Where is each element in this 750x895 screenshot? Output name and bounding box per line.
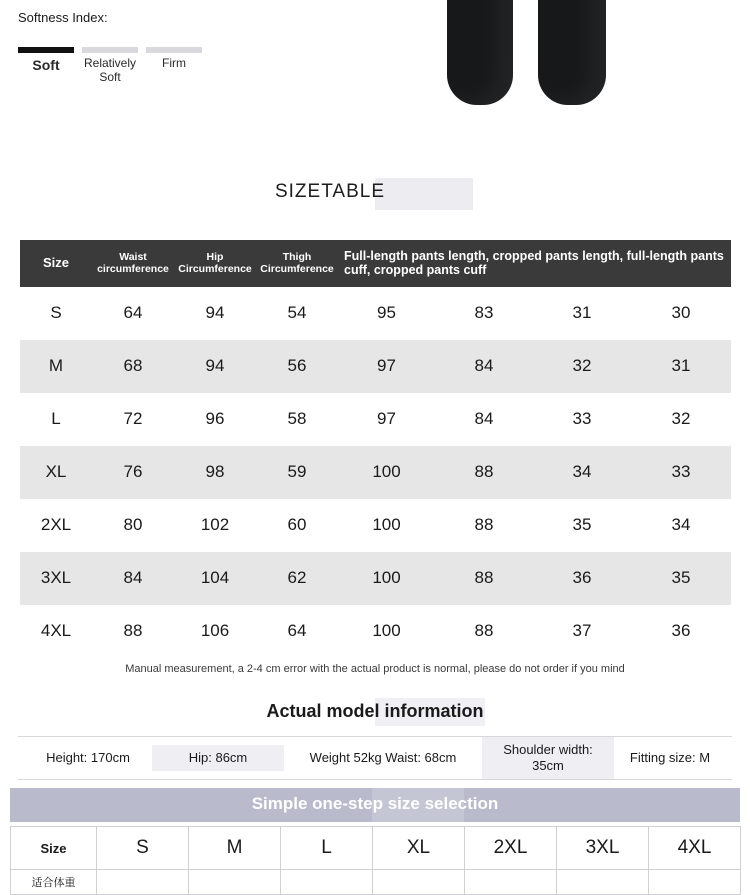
cell-thigh: 60 — [256, 499, 338, 552]
size-table — [20, 240, 731, 658]
cell-cropped-length: 84 — [435, 340, 533, 393]
cell-hip: 94 — [174, 287, 256, 340]
model-info-shoulder: Shoulder width: 35cm — [488, 742, 608, 773]
cell-waist: 84 — [92, 552, 174, 605]
softness-level-firm — [146, 47, 202, 85]
cell-full-length: 100 — [338, 605, 435, 658]
cell-cropped-length: 88 — [435, 446, 533, 499]
cell-cropped-cuff: 34 — [631, 499, 731, 552]
cell-size: 3XL — [20, 552, 92, 605]
cell-cropped-cuff: 30 — [631, 287, 731, 340]
model-info-fitting-size: Fitting size: M — [629, 750, 711, 766]
cell-waist: 72 — [92, 393, 174, 446]
cell-cropped-cuff: 31 — [631, 340, 731, 393]
model-info-weight-waist: Weight 52kg Waist: 68cm — [309, 750, 457, 766]
model-info-height: Height: 170cm — [46, 750, 130, 766]
cell-size: 2XL — [20, 499, 92, 552]
cell-hip: 96 — [174, 393, 256, 446]
cell-full-cuff: 37 — [533, 605, 631, 658]
size-selector-option-l[interactable]: L — [281, 827, 373, 870]
size-selector-option-s[interactable]: S — [97, 827, 189, 870]
size-selector-option-2xl[interactable]: 2XL — [465, 827, 557, 870]
cell-cropped-cuff: 36 — [631, 605, 731, 658]
cell-full-length: 95 — [338, 287, 435, 340]
cell-hip: 94 — [174, 340, 256, 393]
cell-full-length: 97 — [338, 393, 435, 446]
size-selector-weight-cell — [97, 870, 189, 895]
size-table-header-lengths: Full-length pants length, cropped pants length, full-length pants cuff, cropped pants cuff — [338, 240, 731, 287]
softness-bar-firm — [146, 47, 202, 53]
size-table-header-size: Size — [20, 240, 92, 287]
measurement-note: Manual measurement, a 2-4 cm error with the actual product is normal, please do not order if you mind — [125, 663, 625, 675]
cell-waist: 80 — [92, 499, 174, 552]
cell-hip: 106 — [174, 605, 256, 658]
cell-cropped-length: 88 — [435, 605, 533, 658]
size-selector-option-xl[interactable]: XL — [373, 827, 465, 870]
table-row — [20, 499, 731, 552]
softness-label-firm: Firm — [162, 56, 186, 70]
cell-waist: 88 — [92, 605, 174, 658]
size-table-header-waist: Waist circumference — [92, 240, 174, 287]
softness-bar-relatively-soft — [82, 47, 138, 53]
pants-leg-left — [447, 0, 513, 105]
cell-size: L — [20, 393, 92, 446]
cell-size: XL — [20, 446, 92, 499]
cell-hip: 102 — [174, 499, 256, 552]
size-selector-weight-cell — [649, 870, 741, 895]
cell-cropped-length: 84 — [435, 393, 533, 446]
cell-size: S — [20, 287, 92, 340]
cell-full-cuff: 36 — [533, 552, 631, 605]
product-photo — [375, 0, 750, 145]
model-info-hip: Hip: 86cm — [158, 750, 278, 766]
size-selector-weight-cell — [373, 870, 465, 895]
cell-waist: 64 — [92, 287, 174, 340]
size-table-header-thigh: Thigh Circumference — [256, 240, 338, 287]
cell-cropped-cuff: 33 — [631, 446, 731, 499]
table-row — [20, 287, 731, 340]
cell-full-length: 100 — [338, 552, 435, 605]
size-selector-weight-cell — [465, 870, 557, 895]
softness-level-relatively-soft — [82, 47, 138, 85]
softness-index — [18, 10, 228, 85]
softness-label-soft: Soft — [32, 57, 60, 73]
table-row — [20, 552, 731, 605]
cell-full-cuff: 31 — [533, 287, 631, 340]
cell-cropped-length: 83 — [435, 287, 533, 340]
cell-waist: 76 — [92, 446, 174, 499]
cell-waist: 68 — [92, 340, 174, 393]
size-selector-table — [10, 826, 741, 895]
cell-full-length: 100 — [338, 446, 435, 499]
cell-full-cuff: 32 — [533, 340, 631, 393]
cell-hip: 98 — [174, 446, 256, 499]
softness-level-soft — [18, 47, 74, 85]
cell-hip: 104 — [174, 552, 256, 605]
size-selector-option-m[interactable]: M — [189, 827, 281, 870]
size-selector-header-row — [11, 827, 741, 870]
cell-cropped-cuff: 35 — [631, 552, 731, 605]
size-selection-banner-text: Simple one-step size selection — [251, 794, 499, 813]
cell-cropped-cuff: 32 — [631, 393, 731, 446]
model-info-heading: Actual model information — [266, 701, 484, 721]
size-selector-option-4xl[interactable]: 4XL — [649, 827, 741, 870]
cell-full-cuff: 34 — [533, 446, 631, 499]
size-selector-weight-cell — [189, 870, 281, 895]
cell-thigh: 64 — [256, 605, 338, 658]
table-row — [20, 340, 731, 393]
cell-cropped-length: 88 — [435, 499, 533, 552]
cell-thigh: 56 — [256, 340, 338, 393]
softness-label-relatively-soft: Relatively Soft — [83, 56, 137, 84]
cell-full-length: 100 — [338, 499, 435, 552]
table-row — [20, 446, 731, 499]
cell-full-cuff: 35 — [533, 499, 631, 552]
model-info-row — [18, 736, 732, 780]
table-row — [20, 605, 731, 658]
size-table-header-hip: Hip Circumference — [174, 240, 256, 287]
size-selector-label: Size — [11, 827, 97, 870]
cell-full-cuff: 33 — [533, 393, 631, 446]
sizetable-heading: SIZETABLE — [274, 181, 385, 202]
size-selector-option-3xl[interactable]: 3XL — [557, 827, 649, 870]
table-row — [20, 393, 731, 446]
cell-thigh: 58 — [256, 393, 338, 446]
cell-full-length: 97 — [338, 340, 435, 393]
cell-size: M — [20, 340, 92, 393]
pants-leg-right — [538, 0, 606, 105]
softness-index-title: Softness Index: — [18, 10, 108, 25]
size-selector-weight-cell — [557, 870, 649, 895]
cell-thigh: 62 — [256, 552, 338, 605]
cell-size: 4XL — [20, 605, 92, 658]
softness-bar-soft — [18, 47, 74, 53]
size-selector-weight-row — [11, 870, 741, 895]
size-selector-weight-label: 适合体重 — [11, 870, 97, 895]
softness-levels — [18, 47, 228, 85]
size-table-header-row — [20, 240, 731, 287]
cell-cropped-length: 88 — [435, 552, 533, 605]
cell-thigh: 59 — [256, 446, 338, 499]
cell-thigh: 54 — [256, 287, 338, 340]
size-selector-weight-cell — [281, 870, 373, 895]
